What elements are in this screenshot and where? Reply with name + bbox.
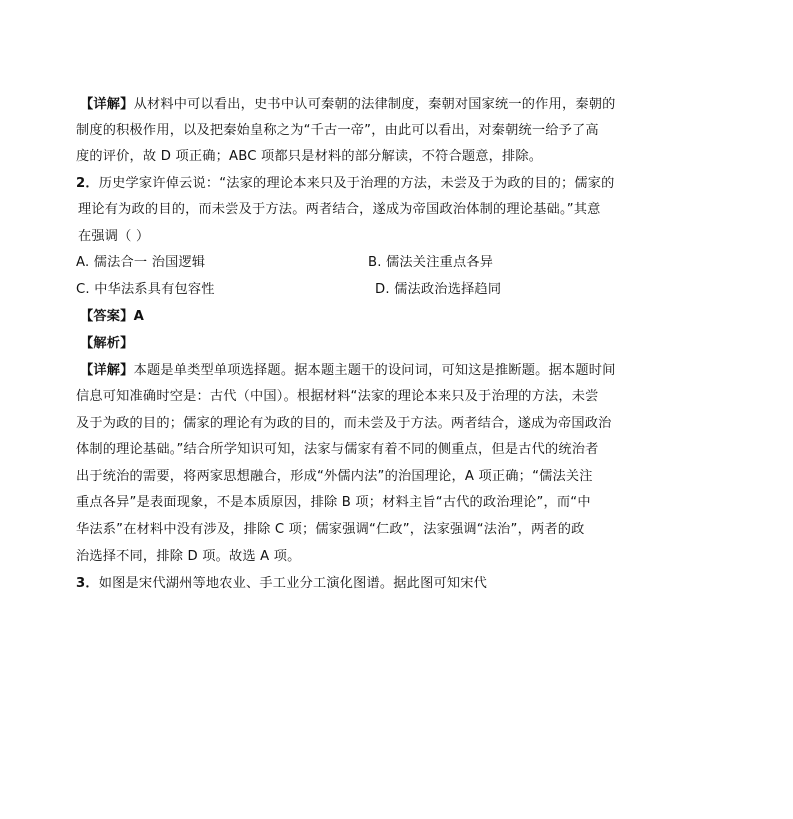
q2-detail-line-1: 【详解】本题是单类型单项选择题。据本题主题干的设问词，可知这是推断题。据本题时间 bbox=[80, 363, 616, 378]
q2-detail-line-8: 治选择不同，排除 D 项。故选 A 项。 bbox=[76, 549, 301, 564]
q2-answer-line bbox=[80, 308, 144, 326]
q3-number: 3． bbox=[76, 576, 99, 591]
q2-detail-line-3: 及于为政的目的；儒家的理论有为政的目的，而未尝及于方法。两者结合，遂成为帝国政治 bbox=[76, 416, 612, 431]
q2-number: 2． bbox=[76, 176, 99, 191]
q1-detail-line-1: 【详解】从材料中可以看出，史书中认可秦朝的法律制度，秦朝对国家统一的作用，秦朝的 bbox=[80, 97, 616, 112]
q2-stem-line-1: 2．历史学家许倬云说：“法家的理论本来只及于治理的方法，未尝及于为政的目的；儒家的 bbox=[76, 176, 615, 191]
q2-answer: A bbox=[133, 309, 144, 324]
q2-option-b: B. 儒法关注重点各异 bbox=[368, 255, 494, 270]
q2-detail-line-4: 体制的理论基础。”结合所学知识可知，法家与儒家有着不同的侧重点，但是古代的统治者 bbox=[76, 442, 599, 457]
q2-detail-line-5: 出于统治的需要，将两家思想融合，形成“外儒内法”的治国理论，A 项正确；“儒法关注 bbox=[76, 469, 593, 484]
q2-analysis-label: 【解析】 bbox=[80, 336, 134, 351]
q2-detail-label: 【详解】 bbox=[80, 363, 134, 378]
q2-detail-line-7: 华法系”在材料中没有涉及，排除 C 项；儒家强调“仁政”，法家强调“法治”，两者的政 bbox=[76, 522, 585, 537]
q2-option-d: D. 儒法政治选择趋同 bbox=[375, 282, 502, 297]
q2-detail-line-6: 重点各异”是表面现象，不是本质原因，排除 B 项；材料主旨“古代的政治理论”，而“中 bbox=[76, 495, 591, 510]
q3-stem-line: 3．如图是宋代湖州等地农业、手工业分工演化图谱。据此图可知宋代 bbox=[76, 576, 488, 591]
q2-stem-line-2: 理论有为政的目的，而未尝及于方法。两者结合，遂成为帝国政治体制的理论基础。”其意 bbox=[78, 202, 601, 217]
q2-option-a: A. 儒法合一 治国逻辑 bbox=[76, 255, 206, 270]
q1-detail-label: 【详解】 bbox=[80, 97, 134, 112]
q2-answer-label: 【答案】 bbox=[80, 309, 134, 324]
q1-detail-line-2: 制度的积极作用，以及把秦始皇称之为“千古一帝”，由此可以看出，对秦朝统一给予了高 bbox=[76, 123, 599, 138]
q2-stem-line-3: 在强调（ ） bbox=[78, 229, 150, 244]
q2-option-c: C. 中华法系具有包容性 bbox=[76, 282, 215, 297]
q2-detail-line-2: 信息可知准确时空是：古代（中国）。根据材料“法家的理论本来只及于治理的方法，未尝 bbox=[76, 389, 599, 404]
q1-detail-line-3: 度的评价，故 D 项正确；ABC 项都只是材料的部分解读，不符合题意，排除。 bbox=[76, 149, 543, 164]
